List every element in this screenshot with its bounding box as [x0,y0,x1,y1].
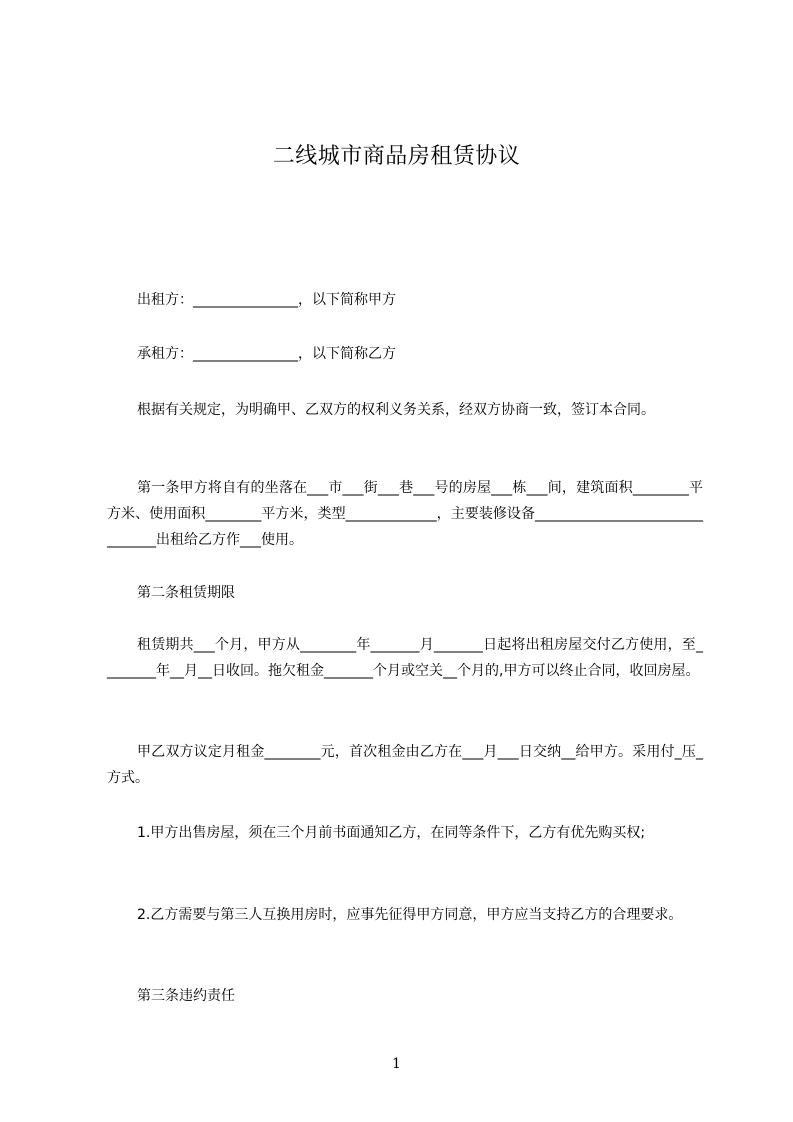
article-one-paragraph: 第一条甲方将自有的坐落在___市___街___巷___号的房屋___栋___间，建筑面积________平方米、使用面积________平方米，类型_____________，主要装修设备_______________________________出租给乙方作___使用。 [107,480,703,548]
clause-two-paragraph: 2.乙方需要与第三人互换用房时，应事先征得甲方同意，甲方应当支持乙方的合理要求。 [137,907,683,923]
clause-one-paragraph: 1.甲方出售房屋，须在三个月前书面通知乙方，在同等条件下，乙方有优先购买权; [137,825,646,841]
document-title: 二线城市商品房租赁协议 [272,144,521,169]
lessee-line: 承租方：_______________，以下简称乙方 [137,346,396,362]
article-three-heading: 第三条违约责任 [137,988,235,1004]
rent-paragraph: 甲乙双方议定月租金________元，首次租金由乙方在___月___日交纳__给甲方。采用付_压_方式。 [107,744,703,786]
page-number: 1 [392,1056,401,1072]
lease-term-paragraph: 租赁期共___个月，甲方从________年_______月_______日起将出租房屋交付乙方使用，至________年__月__日收回。拖欠租金_______个月或空关__个月的,甲方可以终止合同，收回房屋。 [107,637,703,679]
preamble-paragraph: 根据有关规定，为明确甲、乙双方的权利义务关系，经双方协商一致，签订本合同。 [137,402,655,418]
lessor-line: 出租方：_______________，以下简称甲方 [137,292,396,308]
article-two-heading: 第二条租赁期限 [137,585,235,601]
